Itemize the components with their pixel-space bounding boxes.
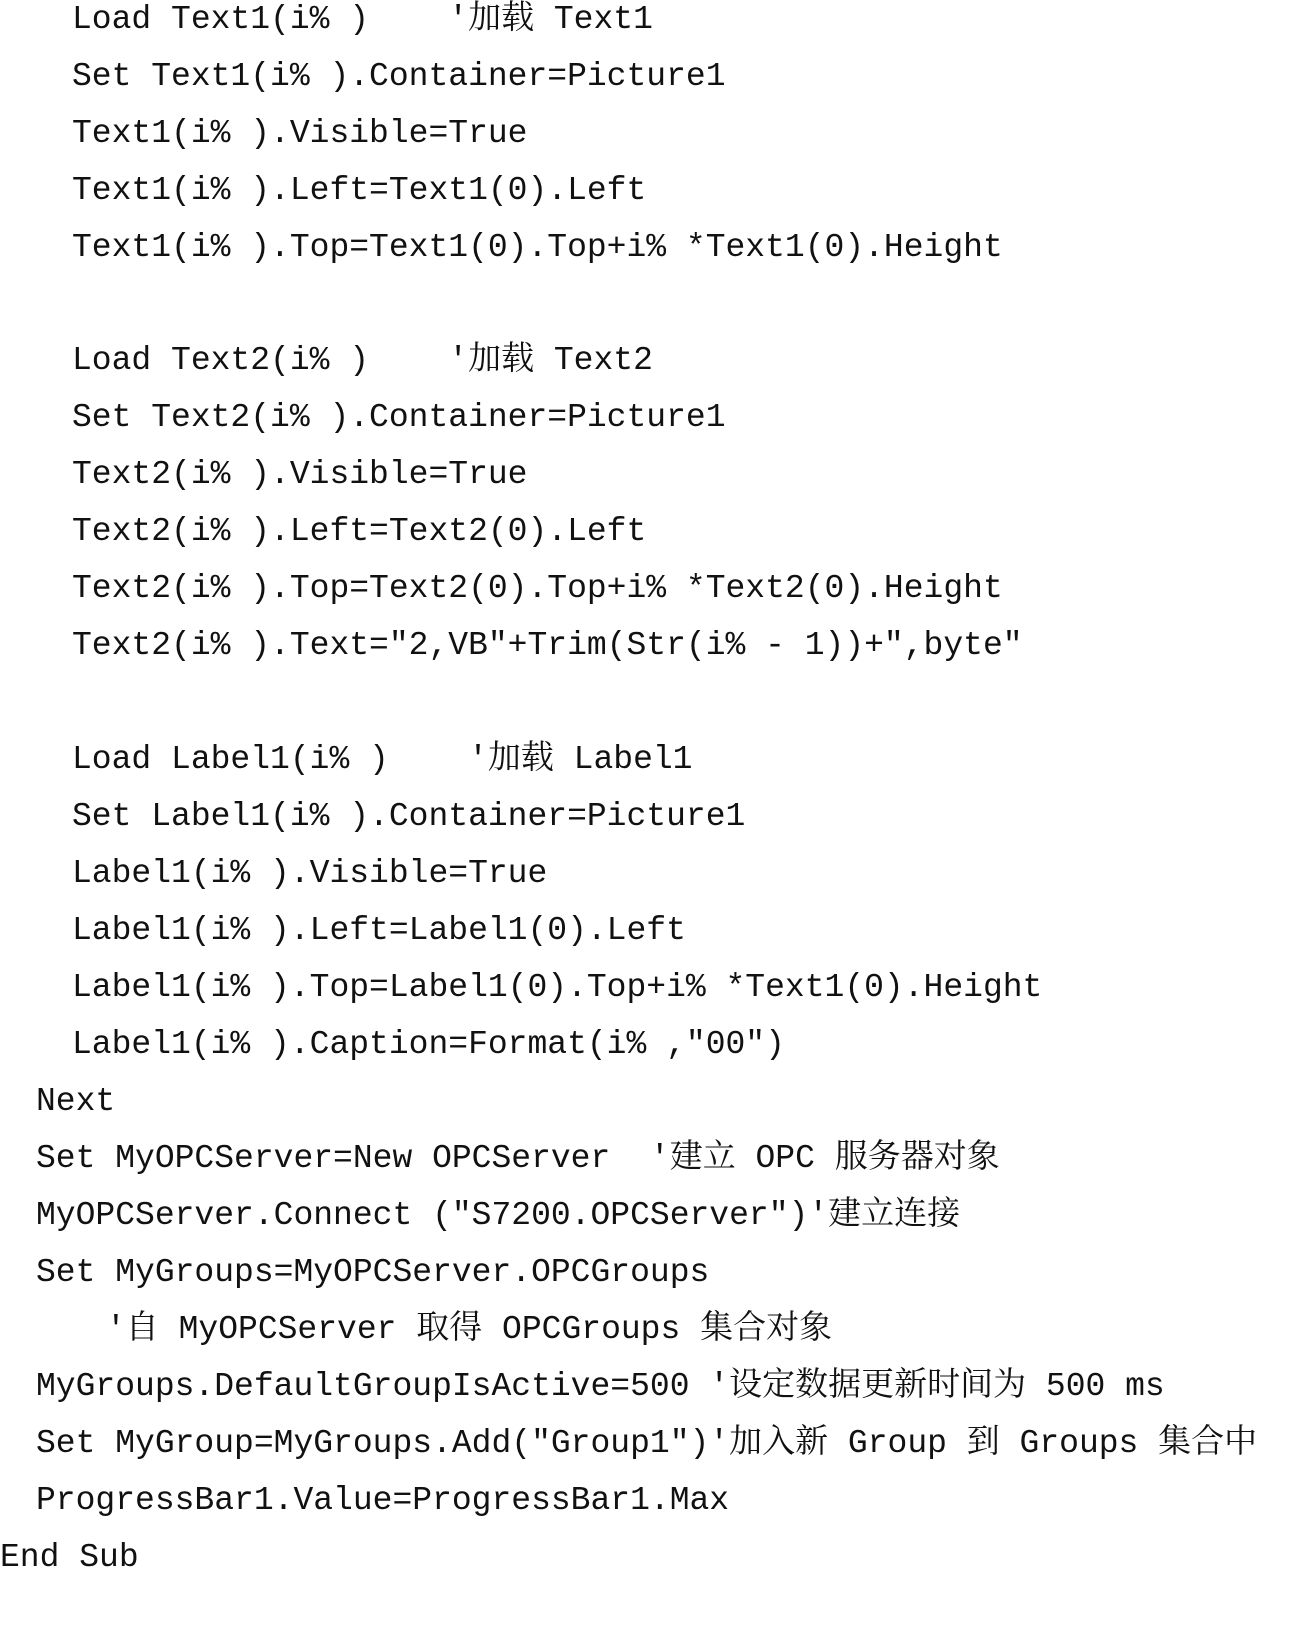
code-line: Set Label1(i% ).Container=Picture1 bbox=[72, 798, 746, 835]
code-line: Text1(i% ).Visible=True bbox=[72, 115, 528, 152]
code-line: Text2(i% ).Left=Text2(0).Left bbox=[72, 513, 647, 550]
code-line: Load Label1(i% ) '加载 Label1 bbox=[72, 741, 693, 778]
code-line: Set Text2(i% ).Container=Picture1 bbox=[72, 399, 726, 436]
code-line: End Sub bbox=[0, 1539, 139, 1576]
code-line: Label1(i% ).Caption=Format(i% ,"00") bbox=[72, 1026, 785, 1063]
code-line: Text1(i% ).Top=Text1(0).Top+i% *Text1(0).Height bbox=[72, 229, 1003, 266]
code-line: Set Text1(i% ).Container=Picture1 bbox=[72, 58, 726, 95]
code-line: Text2(i% ).Text="2,VB"+Trim(Str(i% - 1))+",byte" bbox=[72, 627, 1023, 664]
code-line: Set MyOPCServer=New OPCServer '建立 OPC 服务器对象 bbox=[36, 1140, 1000, 1177]
code-line: Load Text2(i% ) '加载 Text2 bbox=[72, 342, 653, 379]
code-line: Label1(i% ).Left=Label1(0).Left bbox=[72, 912, 686, 949]
code-line: '自 MyOPCServer 取得 OPCGroups 集合对象 bbox=[106, 1311, 833, 1348]
code-line: Next bbox=[36, 1083, 116, 1120]
code-line: MyOPCServer.Connect ("S7200.OPCServer")'建立连接 bbox=[36, 1197, 961, 1234]
code-line: Text2(i% ).Top=Text2(0).Top+i% *Text2(0).Height bbox=[72, 570, 1003, 607]
code-line: MyGroups.DefaultGroupIsActive=500 '设定数据更新时间为 500 ms bbox=[36, 1368, 1165, 1405]
code-line: Label1(i% ).Top=Label1(0).Top+i% *Text1(0).Height bbox=[72, 969, 1043, 1006]
code-line: Set MyGroup=MyGroups.Add("Group1")'加入新 Group 到 Groups 集合中 bbox=[36, 1425, 1258, 1462]
code-line: Text1(i% ).Left=Text1(0).Left bbox=[72, 172, 647, 209]
code-line: Text2(i% ).Visible=True bbox=[72, 456, 528, 493]
code-line: ProgressBar1.Value=ProgressBar1.Max bbox=[36, 1482, 730, 1519]
code-line: Label1(i% ).Visible=True bbox=[72, 855, 548, 892]
code-line: Set MyGroups=MyOPCServer.OPCGroups bbox=[36, 1254, 710, 1291]
code-line: Load Text1(i% ) '加载 Text1 bbox=[72, 1, 653, 38]
